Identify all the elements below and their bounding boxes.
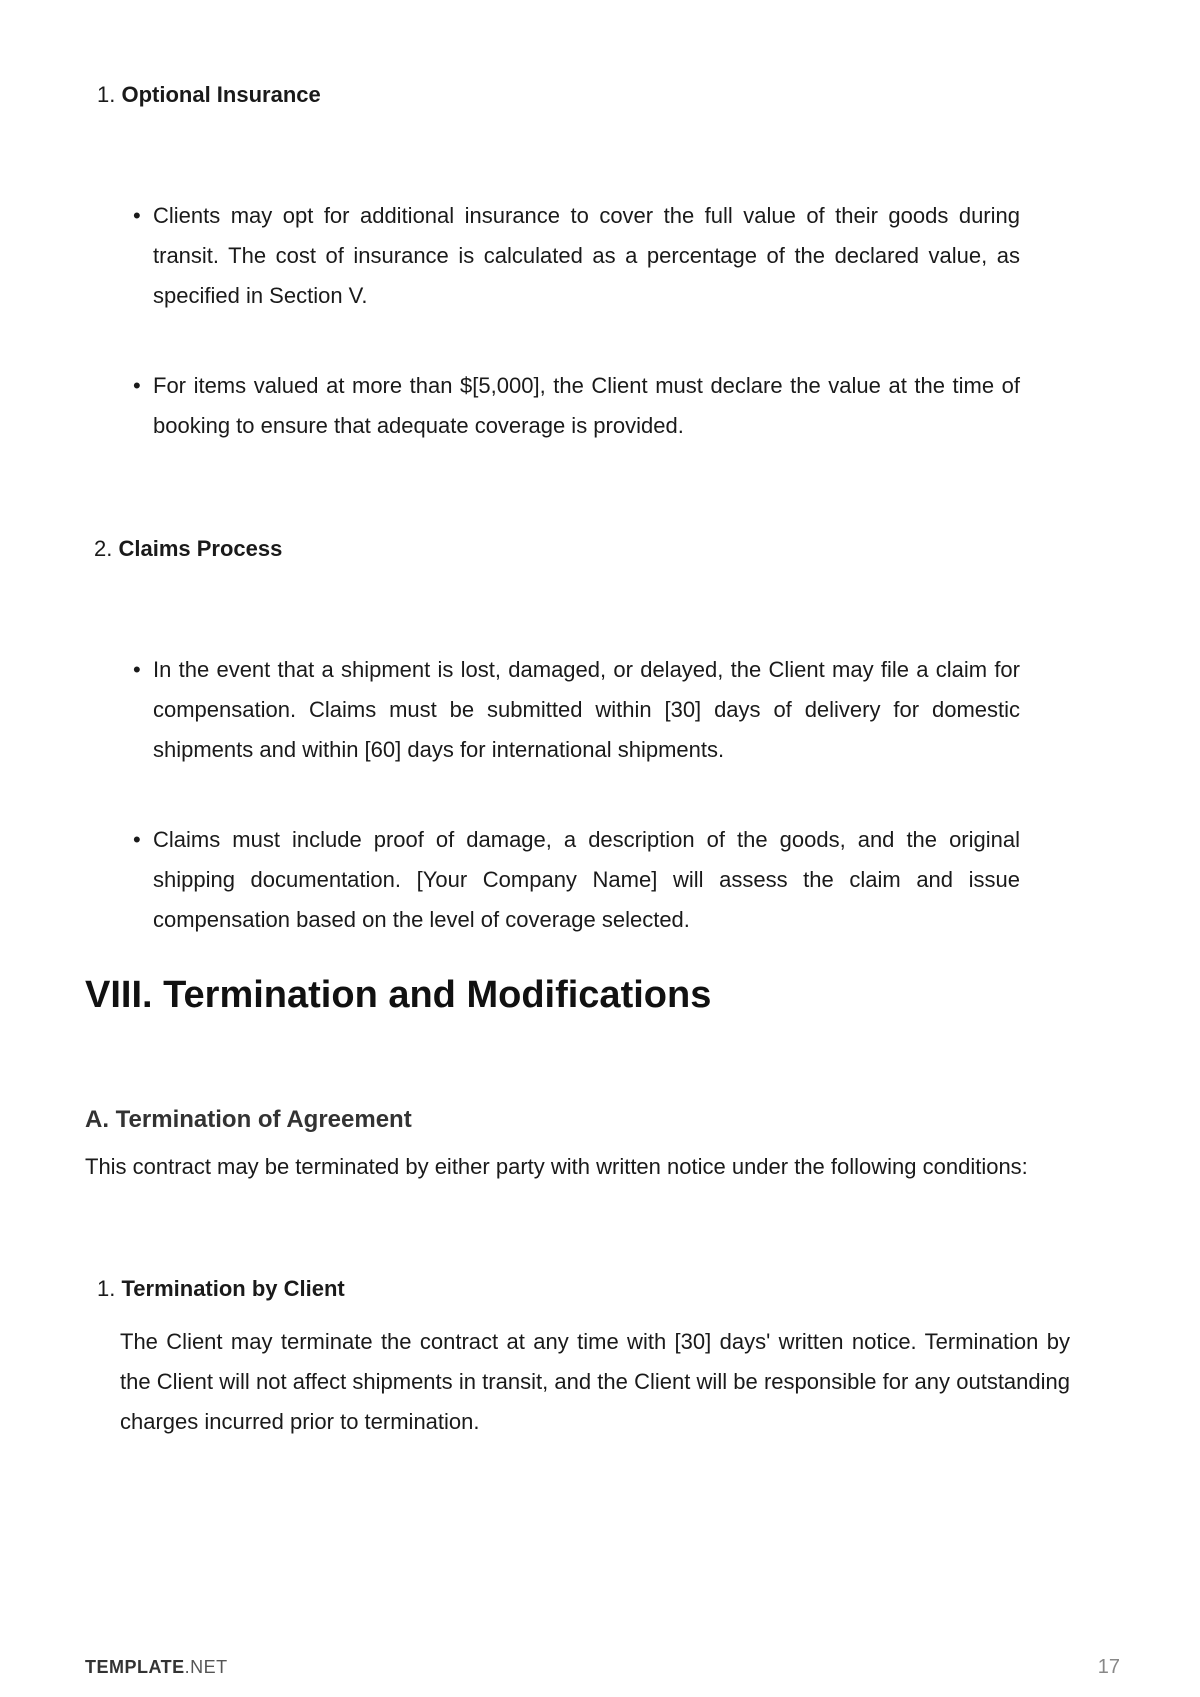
bullet-item [133, 820, 1020, 940]
bullet-item [133, 650, 1020, 770]
logo-light-text: .NET [184, 1657, 228, 1677]
list-heading-label: Optional Insurance [121, 82, 321, 107]
subsection-title: A. Termination of Agreement [85, 1106, 412, 1133]
bullet-icon: • [133, 203, 141, 228]
list-heading-label: Claims Process [118, 536, 283, 561]
bullet-text: In the event that a shipment is lost, damaged, or delayed, the Client may file a claim for compensation. Claims must be submitted within [30] days of delivery for domestic shipments and within [60] days for international shipments. [153, 657, 1020, 762]
bullet-icon: • [133, 373, 141, 398]
list-number: 2. [94, 536, 113, 561]
logo-bold-text: TEMPLATE [85, 1657, 185, 1677]
section-intro: This contract may be terminated by either party with written notice under the following conditions: [85, 1154, 1028, 1179]
bullet-item [133, 366, 1020, 446]
list-number: 1. [97, 1276, 116, 1301]
bullet-text: For items valued at more than $[5,000], the Client must declare the value at the time of booking to ensure that adequate coverage is provided. [153, 373, 1020, 438]
template-net-logo [85, 1656, 228, 1678]
termination-client-paragraph: The Client may terminate the contract at any time with [30] days' written notice. Termination by the Client will not affect shipments in transit, and the Client will be responsible for any outstanding charges incurred prior to termination. [120, 1329, 1070, 1434]
bullet-icon: • [133, 657, 141, 682]
list-heading-claims-process [94, 534, 282, 564]
list-heading-optional-insurance [97, 80, 321, 110]
bullet-text: Clients may opt for additional insurance to cover the full value of their goods during transit. The cost of insurance is calculated as a percentage of the declared value, as specified in Section V. [153, 203, 1020, 308]
list-number: 1. [97, 82, 116, 107]
section-title: VIII. Termination and Modifications [85, 974, 712, 1016]
bullet-item [133, 196, 1020, 316]
list-heading-label: Termination by Client [121, 1276, 345, 1301]
page-number: 17 [1097, 1656, 1120, 1678]
list-heading-termination-by-client [97, 1274, 345, 1304]
bullet-icon: • [133, 827, 141, 852]
bullet-text: Claims must include proof of damage, a description of the goods, and the original shipping documentation. [Your Company Name] will assess the claim and issue compensation based on the level of coverage selected. [153, 827, 1020, 932]
